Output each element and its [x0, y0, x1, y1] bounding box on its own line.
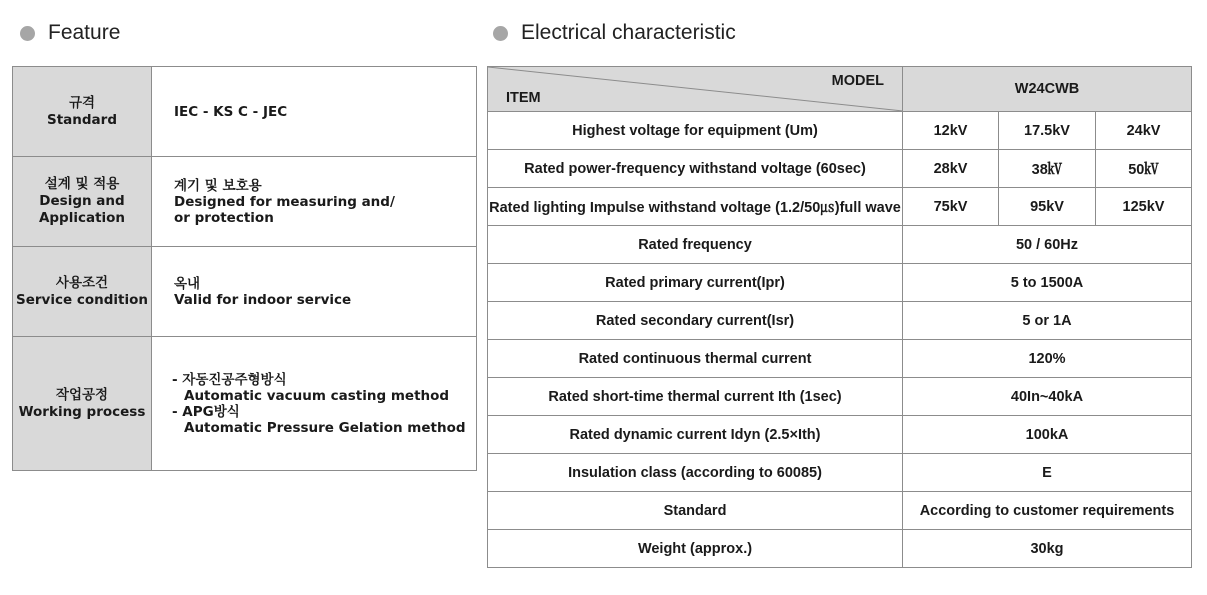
value-cell: 120%: [903, 340, 1192, 378]
electrical-table: [487, 66, 1192, 568]
table-row: [488, 112, 1192, 150]
value-line: IEC - KS C - JEC: [174, 103, 288, 120]
value-line: Automatic vacuum casting method: [184, 387, 450, 404]
value-cell: 100kA: [903, 416, 1192, 454]
model-header-label: MODEL: [831, 73, 884, 89]
value-line: 계기 및 보호용: [174, 177, 262, 194]
value-cell: 75kV: [903, 188, 999, 226]
header-corner-cell: [488, 67, 903, 112]
feature-value-cell: [152, 247, 477, 337]
table-row: [488, 454, 1192, 492]
value-cell: 50㎸: [1096, 150, 1192, 188]
item-cell: Rated secondary current(Isr): [488, 302, 903, 340]
value-line: - APG방식: [172, 403, 240, 420]
label-korean: 사용조건: [55, 274, 109, 291]
electrical-section-title: [493, 20, 736, 46]
feature-label-cell: [13, 157, 152, 247]
feature-title-text: Feature: [48, 21, 121, 44]
item-cell: Rated lighting Impulse withstand voltage (1.2/50㎲)full wave: [488, 188, 903, 226]
feature-label-cell: [13, 337, 152, 471]
table-row: [488, 188, 1192, 226]
item-header-label: ITEM: [506, 90, 541, 106]
value-cell: 5 or 1A: [903, 302, 1192, 340]
value-cell: 24kV: [1096, 112, 1192, 150]
label-english: Service condition: [16, 291, 148, 308]
label-english: Standard: [47, 111, 117, 128]
feature-row-process: [13, 337, 477, 471]
value-cell: 40In~40kA: [903, 378, 1192, 416]
value-line: Automatic Pressure Gelation method: [184, 419, 466, 436]
value-cell: 28kV: [903, 150, 999, 188]
value-cell: 95kV: [999, 188, 1096, 226]
feature-value-cell: [152, 337, 477, 471]
table-row: [488, 150, 1192, 188]
feature-table: [12, 66, 477, 471]
label-english: Application: [38, 210, 126, 226]
value-line: 옥내: [174, 275, 201, 292]
value-cell: 17.5kV: [999, 112, 1096, 150]
table-row: [488, 302, 1192, 340]
header-row: [488, 67, 1192, 112]
value-cell: 12kV: [903, 112, 999, 150]
table-row: [488, 416, 1192, 454]
bullet-dot-icon: [20, 26, 35, 41]
table-row: [488, 340, 1192, 378]
feature-label-cell: [13, 247, 152, 337]
feature-section-title: [20, 20, 120, 46]
feature-row-design: [13, 157, 477, 247]
item-cell: Rated primary current(Ipr): [488, 264, 903, 302]
item-cell: Highest voltage for equipment (Um): [488, 112, 903, 150]
item-cell: Rated continuous thermal current: [488, 340, 903, 378]
electrical-title-text: Electrical characteristic: [521, 21, 736, 44]
label-korean: 규격: [68, 94, 96, 111]
feature-row-service: [13, 247, 477, 337]
value-cell: 50 / 60Hz: [903, 226, 1192, 264]
label-english: Working process: [18, 403, 146, 420]
table-row: [488, 492, 1192, 530]
table-row: [488, 226, 1192, 264]
model-value-cell: W24CWB: [903, 67, 1192, 112]
label-english: Design and: [39, 193, 125, 209]
value-cell: E: [903, 454, 1192, 492]
feature-value-cell: [152, 67, 477, 157]
label-korean: 작업공정: [55, 386, 109, 403]
value-cell: 30kg: [903, 530, 1192, 568]
feature-label-cell: [13, 67, 152, 157]
value-cell: 125kV: [1096, 188, 1192, 226]
table-row: [488, 264, 1192, 302]
item-cell: Standard: [488, 492, 903, 530]
feature-value-cell: [152, 157, 477, 247]
value-cell: According to customer requirements: [903, 492, 1192, 530]
item-cell: Rated frequency: [488, 226, 903, 264]
label-korean: 설계 및 적용: [44, 176, 120, 192]
item-cell: Weight (approx.): [488, 530, 903, 568]
value-line: or protection: [174, 209, 274, 226]
table-row: [488, 378, 1192, 416]
feature-row-standard: [13, 67, 477, 157]
value-cell: 38㎸: [999, 150, 1096, 188]
item-cell: Rated short-time thermal current Ith (1sec): [488, 378, 903, 416]
bullet-dot-icon: [493, 26, 508, 41]
table-row: [488, 530, 1192, 568]
value-line: Designed for measuring and/: [174, 193, 395, 210]
value-cell: 5 to 1500A: [903, 264, 1192, 302]
item-cell: Rated power-frequency withstand voltage (60sec): [488, 150, 903, 188]
value-line: Valid for indoor service: [174, 291, 352, 308]
value-line: - 자동진공주형방식: [172, 371, 287, 388]
item-cell: Rated dynamic current Idyn (2.5×Ith): [488, 416, 903, 454]
item-cell: Insulation class (according to 60085): [488, 454, 903, 492]
